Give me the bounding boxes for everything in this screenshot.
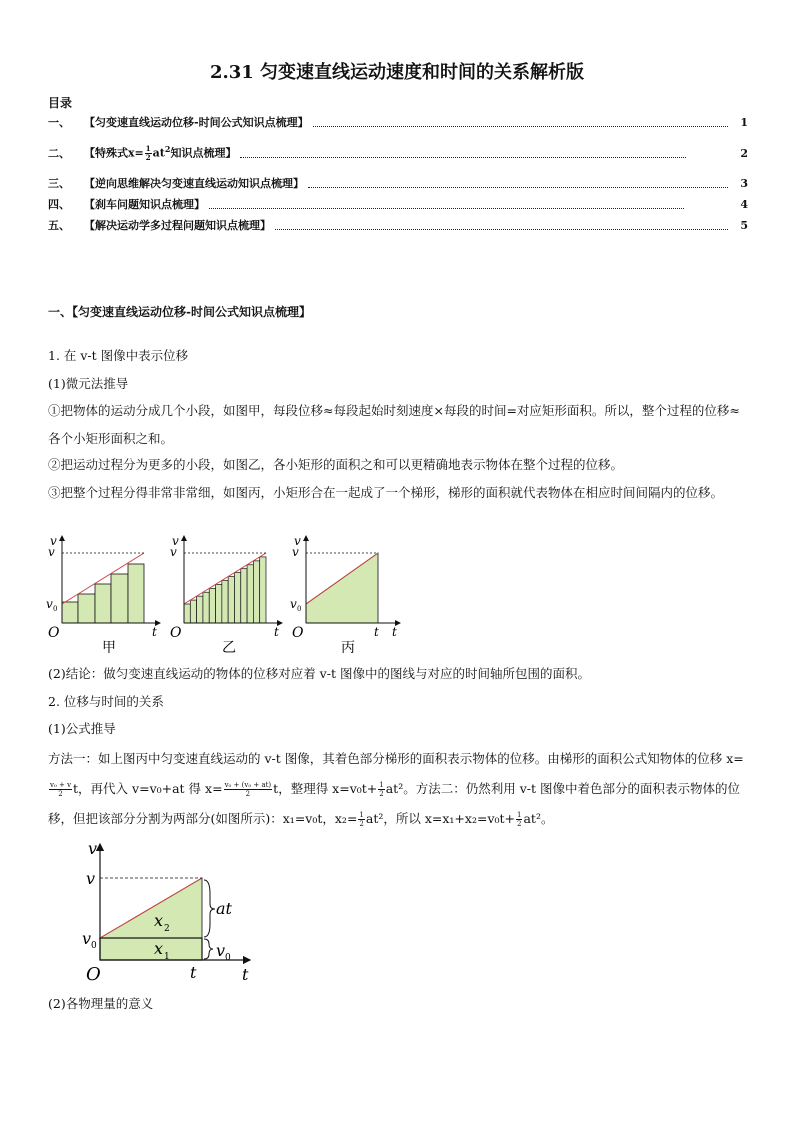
step-rect <box>260 557 266 623</box>
step-rect <box>228 577 234 623</box>
step-rect <box>190 600 196 623</box>
svg-text:t: t <box>152 625 157 639</box>
svg-text:t: t <box>392 625 397 639</box>
section-heading: 一、【匀变速直线运动位移-时间公式知识点梳理】 <box>48 305 311 319</box>
svg-text:v: v <box>172 534 179 548</box>
step-rect <box>216 584 222 623</box>
figure-yi <box>170 534 282 656</box>
svg-text:v: v <box>216 941 226 960</box>
toc-page-number: 4 <box>740 197 748 211</box>
step-rect <box>234 573 240 623</box>
svg-text:t: t <box>374 625 379 639</box>
paragraph: ③把整个过程分得非常非常细，如图丙，小矩形合在一起成了一个梯形，梯形的面积就代表物体在相应时间间隔内的位移。 <box>48 485 724 500</box>
svg-text:v: v <box>290 597 297 611</box>
page-title: 2.31 匀变速直线运动速度和时间的关系解析版 <box>209 62 585 83</box>
step-rect <box>197 596 203 623</box>
toc-page-number: 1 <box>740 115 748 129</box>
svg-text:O: O <box>86 964 101 985</box>
step-rect <box>209 588 215 623</box>
paragraph: (2)各物理量的意义 <box>48 996 154 1011</box>
svg-text:0: 0 <box>91 941 97 951</box>
svg-text:v: v <box>86 869 96 888</box>
paragraph: 1. 在 v-t 图像中表示位移 <box>48 348 189 363</box>
paragraph: (1)微元法推导 <box>48 376 129 391</box>
paragraph: (1)公式推导 <box>48 721 116 736</box>
paragraph: ①把物体的运动分成几个小段，如图甲，每段位移≈每段起始时刻速度×每段的时间=对应矩形面积。所以，整个过程的位移≈各个小矩形面积之和。 <box>48 403 740 446</box>
figure-caption: 甲 <box>102 640 116 656</box>
svg-text:v: v <box>88 839 98 858</box>
svg-text:0: 0 <box>225 953 231 963</box>
svg-text:O: O <box>292 625 304 641</box>
paragraph: ②把运动过程分为更多的小段，如图乙，各小矩形的面积之和可以更精确地表示物体在整个过程的位移。 <box>48 457 624 472</box>
step-rect <box>247 565 253 623</box>
paragraph-formula: 方法一：如上图丙中匀变速直线运动的 v-t 图像，其着色部分梯形的面积表示物体的位移。由梯形的面积公式知物体的位移 x= $\frac{\text{v₀ + v}}{2}$ t，再代入 v=v₀+at 得 x= $\frac{\text{v₀ + (v₀ + at)}}{2}$ t，整理得 x=v₀t+ $\frac{1}{2}$ at²。方法二：仍然利用 v-t 图像中着色部分的面积表示物体的位移，但把该部分分割为两部分(如图所示)：x₁=v₀t，x₂= $\frac{1}{2}$ at²，所以 x=x₁+x₂=v₀t+ $\frac{1}{2}$ at²。 <box>48 751 744 828</box>
toc-item-1[interactable]: 一、 【匀变速直线运动位移-时间公式知识点梳理】 1 <box>48 115 748 129</box>
x1-label: x <box>154 939 164 958</box>
axis-v-label: v <box>50 534 57 548</box>
figure-bing <box>290 534 400 656</box>
toc-item-4[interactable]: 四、 【刹车问题知识点梳理】 4 <box>48 197 748 211</box>
svg-text:t: t <box>190 963 197 982</box>
toc-item-2[interactable]: 二、 【特殊式x= $\frac{1}{2}$ $at^2$知识点梳理】 2 <box>48 143 748 163</box>
x2-label: x <box>154 911 164 930</box>
figure-caption: 丙 <box>341 640 355 656</box>
toc-leader <box>209 200 684 209</box>
svg-text:v: v <box>82 929 92 948</box>
toc-item-5[interactable]: 五、 【解决运动学多过程问题知识点梳理】 5 <box>48 218 748 232</box>
step-rect <box>241 569 247 623</box>
svg-text:0: 0 <box>297 605 302 613</box>
svg-text:O: O <box>48 625 60 641</box>
vt-figures-area <box>42 532 412 662</box>
figure-jia <box>46 534 160 656</box>
step-rect <box>203 592 209 623</box>
toc-leader <box>240 149 686 158</box>
svg-text:v: v <box>292 545 299 559</box>
toc-label: 目录 <box>48 96 73 110</box>
step-rect <box>253 561 259 623</box>
figure-caption: 乙 <box>222 640 236 656</box>
vt-split-figure <box>80 838 260 988</box>
svg-text:t: t <box>274 625 279 639</box>
svg-text:v: v <box>46 597 53 611</box>
at-label: at <box>216 899 232 918</box>
toc-page-number: 3 <box>740 176 748 190</box>
toc-leader <box>275 221 728 230</box>
toc-leader <box>308 179 728 188</box>
step-rect <box>222 580 228 623</box>
paragraph: 2. 位移与时间的关系 <box>48 694 164 709</box>
toc-leader <box>313 118 728 127</box>
toc-item-3[interactable]: 三、 【逆向思维解决匀变速直线运动知识点梳理】 3 <box>48 176 748 190</box>
paragraph: (2)结论：做匀变速直线运动的物体的位移对应着 v-t 图像中的图线与对应的时间轴所包围的面积。 <box>48 666 590 681</box>
svg-text:0: 0 <box>53 605 58 613</box>
toc-page-number: 2 <box>740 146 748 160</box>
svg-text:v: v <box>294 534 301 548</box>
svg-text:2: 2 <box>164 924 170 934</box>
step-rect <box>184 604 190 623</box>
svg-text:v: v <box>48 545 55 559</box>
toc-page-number: 5 <box>740 218 748 232</box>
svg-text:1: 1 <box>164 952 170 962</box>
svg-text:t: t <box>242 965 249 984</box>
svg-text:O: O <box>170 625 182 641</box>
svg-text:v: v <box>170 545 177 559</box>
